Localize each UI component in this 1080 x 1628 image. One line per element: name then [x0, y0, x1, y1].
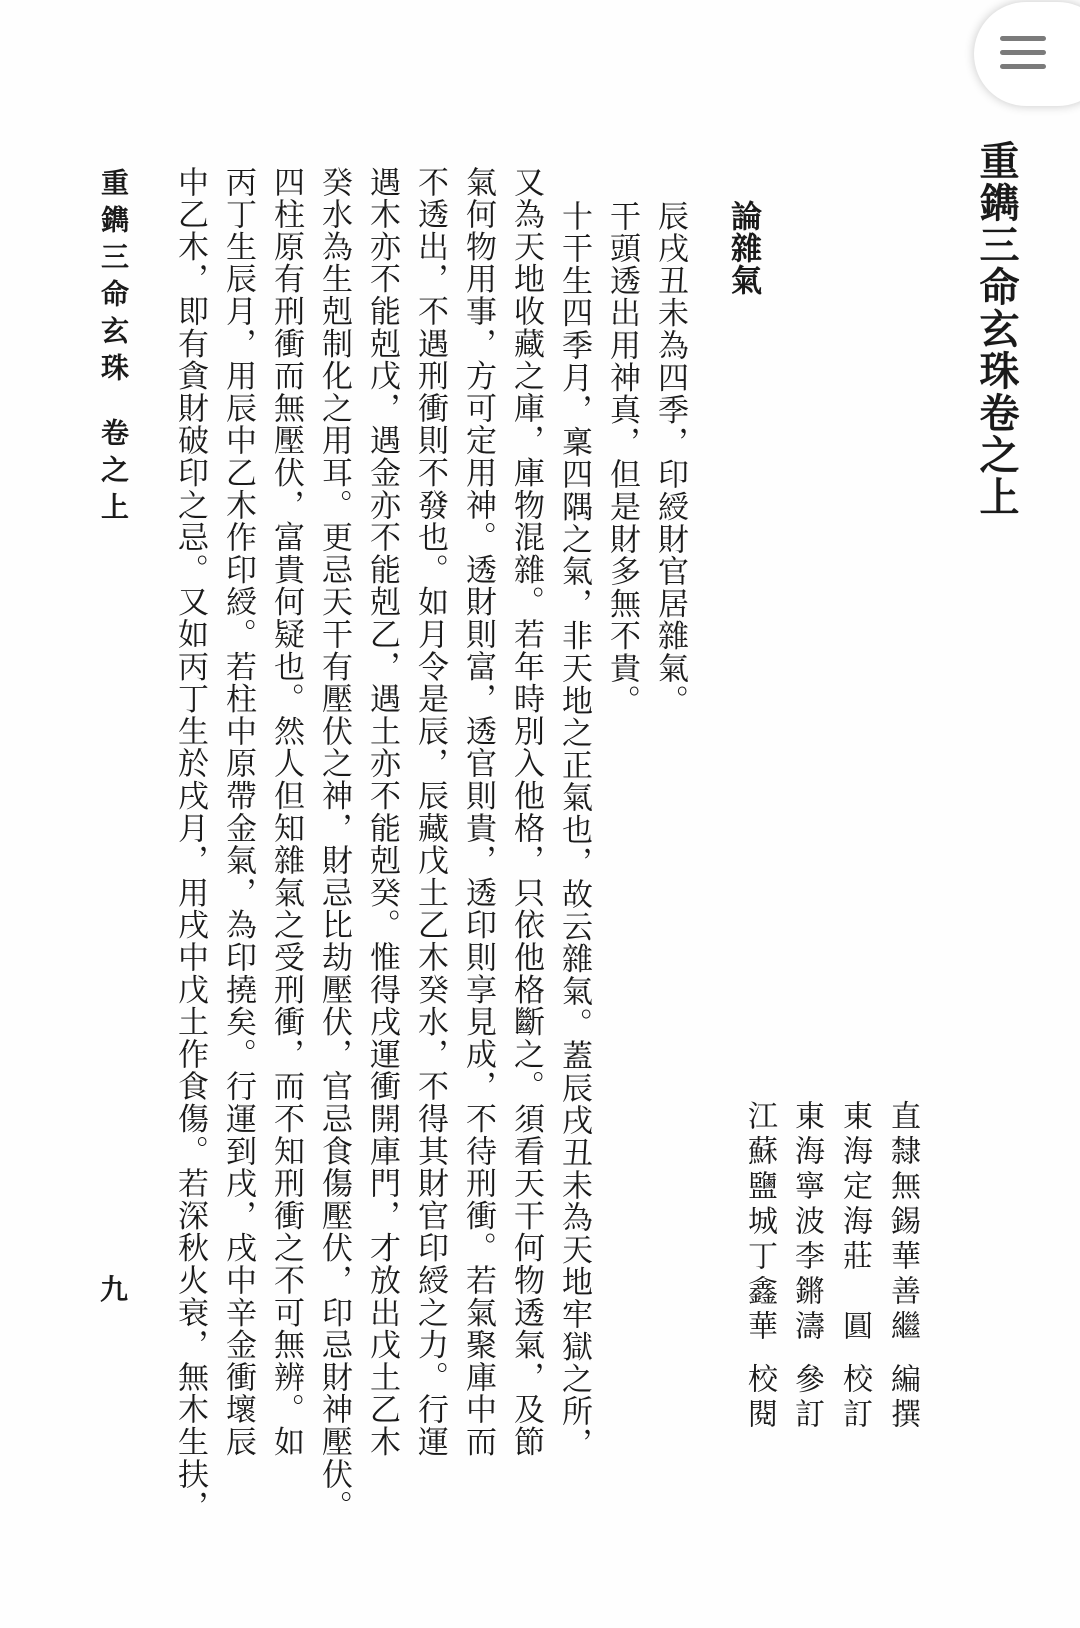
book-title: 重鐫三命玄珠卷之上	[973, 140, 1020, 518]
credit-role: 參訂	[789, 1363, 824, 1433]
credit-name: 東海寧波李鏘濤	[789, 1100, 824, 1345]
credit-role: 編撰	[885, 1363, 920, 1433]
credit-line	[837, 1100, 872, 1433]
body-column: 中乙木，即有貪財破印之忌。又如丙丁生於戌月，用戌中戊土作食傷。若深秋火衰，無木生扶，	[172, 166, 208, 1523]
body-column: 十干生四季月，稟四隅之氣，非天地之正氣也，故云雜氣。蓋辰戌丑未為天地牢獄之所，	[556, 200, 592, 1460]
credit-name: 直隸無錫華善繼	[885, 1100, 920, 1345]
running-head	[97, 168, 130, 529]
hamburger-menu-icon[interactable]	[1000, 36, 1046, 70]
body-column: 丙丁生辰月，用辰中乙木作印綬。若柱中原帶金氣，為印撓矣。行運到戌，戌中辛金衝壞辰	[220, 166, 256, 1458]
credit-name: 東海定海莊 圓	[837, 1100, 872, 1345]
verse-line: 辰戌丑未為四季，印綬財官居雜氣。	[652, 200, 688, 717]
credit-line	[885, 1100, 920, 1433]
credit-name: 江蘇鹽城丁鑫華	[742, 1100, 777, 1345]
body-column: 不透出，不遇刑衝則不發也。如月令是辰，辰藏戊土乙木癸水，不得其財官印綬之力。行運	[412, 166, 448, 1458]
credit-role: 校閱	[742, 1363, 777, 1433]
body-column: 四柱原有刑衝而無壓伏，富貴何疑也。然人但知雜氣之受刑衝，而不知刑衝之不可無辨。如	[268, 166, 304, 1458]
credit-line	[789, 1100, 824, 1433]
section-heading: 論雜氣	[725, 200, 761, 296]
body-column: 又為天地收藏之庫，庫物混雜。若年時別入他格，只依他格斷之。須看天干何物透氣，及節	[508, 166, 544, 1458]
body-column: 遇木亦不能剋戊，遇金亦不能剋乙，遇土亦不能剋癸。惟得戌運衝開庫門，才放出戊土乙木	[364, 166, 400, 1458]
body-column: 癸水為生剋制化之用耳。更忌天干有壓伏之神，財忌比劫壓伏，官忌食傷壓伏，印忌財神壓伏。	[316, 166, 352, 1523]
running-head-volume: 卷之上	[97, 418, 130, 529]
page-number: 九	[100, 1273, 129, 1306]
credit-line	[742, 1100, 777, 1433]
menu-button[interactable]	[974, 2, 1080, 106]
body-column: 氣何物用事，方可定用神。透財則富，透官則貴，透印則享見成，不待刑衝。若氣聚庫中而	[460, 166, 496, 1458]
credit-role: 校訂	[837, 1363, 872, 1433]
running-head-title: 重鐫三命玄珠	[97, 168, 130, 390]
verse-line: 干頭透出用神真，但是財多無不貴。	[604, 200, 640, 717]
